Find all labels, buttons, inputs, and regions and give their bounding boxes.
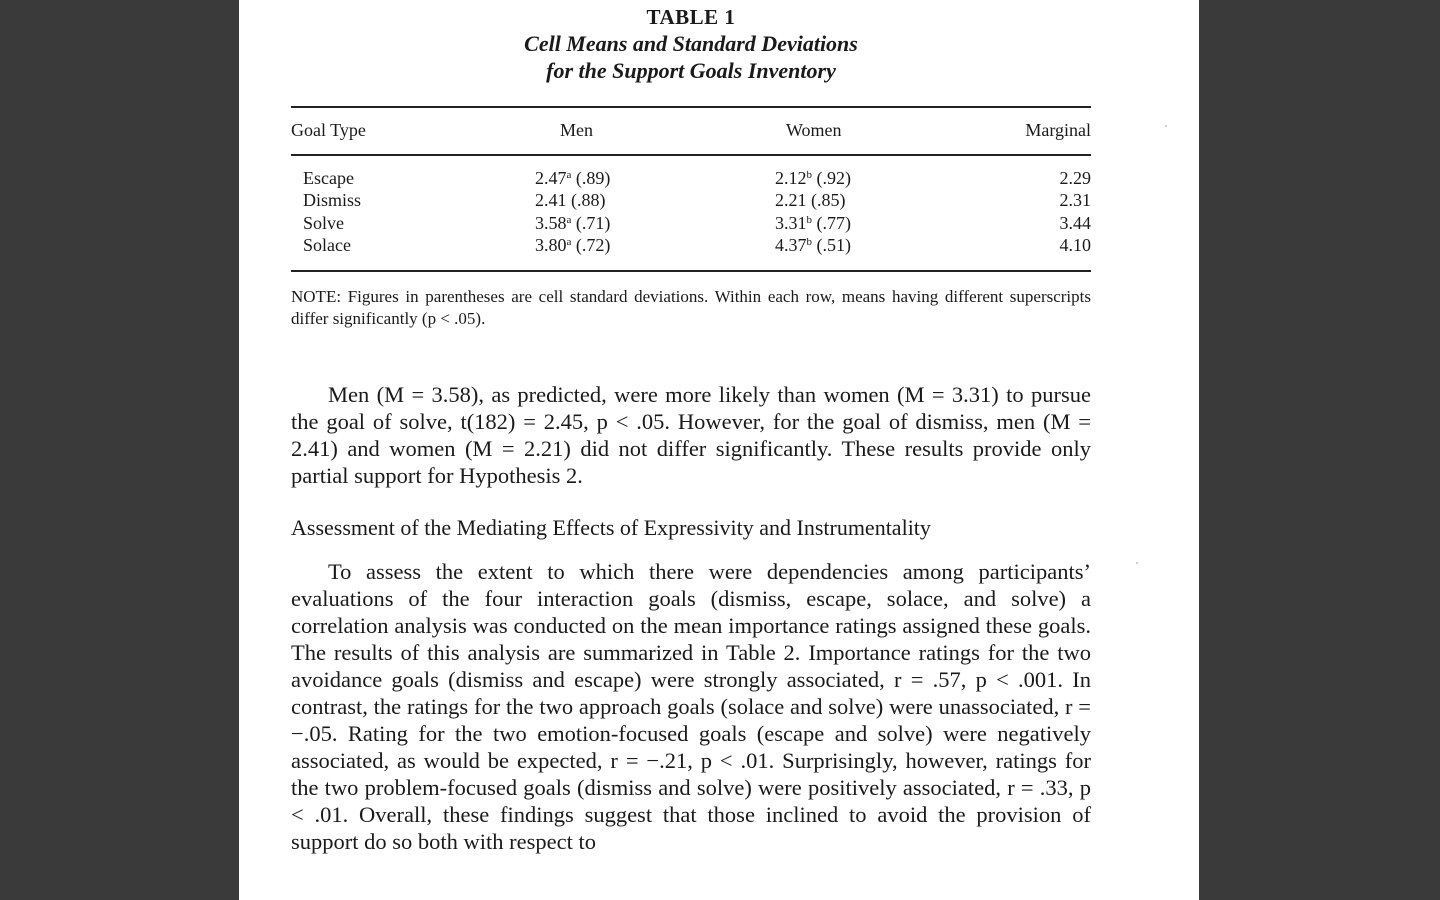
men-mean: 3.58 <box>535 213 567 233</box>
women-mean: 4.37 <box>775 235 807 255</box>
women-superscript: b <box>806 214 812 226</box>
men-mean: 2.47 <box>535 168 567 188</box>
men-superscript: a <box>566 214 572 226</box>
men-sd: (.88) <box>571 190 606 210</box>
men-cell <box>535 235 610 256</box>
women-sd: (.77) <box>816 213 851 233</box>
women-cell <box>775 190 846 211</box>
men-sd: (.72) <box>575 235 611 255</box>
table-row <box>291 190 1091 212</box>
women-mean: 2.12 <box>775 168 807 188</box>
men-sd: (.71) <box>575 213 611 233</box>
goal-type-cell: Dismiss <box>303 190 362 210</box>
scan-speck <box>1165 125 1167 127</box>
goal-type-cell: Solace <box>303 235 351 255</box>
women-sd: (.85) <box>811 190 846 210</box>
body-paragraph-1: Men (M = 3.58), as predicted, were more likely than women (M = 3.31) to pursue the goal of solve, t(182) = 2.45, p < .05. However, for the goal of dismiss, men (M = 2.41) and women (M = 2.21) did not differ significantly. These results provide only partial support for Hypothesis 2. <box>291 382 1091 488</box>
men-superscript: a <box>566 169 572 181</box>
table-number: TABLE 1 <box>646 5 736 29</box>
goal-type-cell: Escape <box>303 168 354 188</box>
table-header-rule <box>291 154 1091 156</box>
marginal-cell: 4.10 <box>1059 235 1091 255</box>
men-cell <box>535 213 610 234</box>
women-cell <box>775 235 851 256</box>
table-bottom-rule <box>291 270 1091 272</box>
section-heading: Assessment of the Mediating Effects of Expressivity and Instrumentality <box>291 515 931 540</box>
goal-type-cell: Solve <box>303 213 345 233</box>
table-note: NOTE: Figures in parentheses are cell standard deviations. Within each row, means having different superscripts differ significantly (p < .05). <box>291 287 1091 328</box>
women-cell <box>775 168 851 189</box>
col-header-men: Men <box>560 120 593 140</box>
body-paragraph-2: To assess the extent to which there were dependencies among participants’ evaluations of the four interaction goals (dismiss, escape, solace, and solve) a correlation analysis was conducted on the mean importance ratings assigned these goals. The results of this analysis are summarized in Table 2. Importance ratings for the two avoidance goals (dismiss and escape) were strongly associated, r = .57, p < .001. In contrast, the ratings for the two approach goals (solace and solve) were unassociated, r = −.05. Rating for the two emotion-focused goals (escape and solve) were negatively associated, as would be expected, r = −.21, p < .01. Surprisingly, however, ratings for the two problem-focused goals (dismiss and solve) were positively associated, r = .33, p < .01. Overall, these findings suggest that those inclined to avoid the provision of support do so both with respect to <box>291 559 1091 854</box>
document-page <box>239 0 1199 900</box>
women-sd: (.92) <box>816 168 851 188</box>
table-caption-line1: Cell Means and Standard Deviations <box>524 31 858 56</box>
men-superscript: a <box>566 236 572 248</box>
table-row <box>291 213 1091 235</box>
marginal-cell: 3.44 <box>1059 213 1091 233</box>
men-mean: 2.41 <box>535 190 567 210</box>
col-header-goal-type: Goal Type <box>291 120 366 140</box>
col-header-marginal: Marginal <box>1025 120 1091 140</box>
table-row <box>291 168 1091 190</box>
scan-speck <box>1136 562 1138 564</box>
table-top-rule <box>291 106 1091 108</box>
women-cell <box>775 213 851 234</box>
marginal-cell: 2.31 <box>1059 190 1091 210</box>
table-row <box>291 235 1091 257</box>
men-sd: (.89) <box>575 168 611 188</box>
women-superscript: b <box>806 169 812 181</box>
marginal-cell: 2.29 <box>1059 168 1091 188</box>
women-sd: (.51) <box>816 235 851 255</box>
men-cell <box>535 190 606 211</box>
col-header-women: Women <box>786 120 842 140</box>
men-mean: 3.80 <box>535 235 567 255</box>
women-mean: 3.31 <box>775 213 807 233</box>
women-superscript: b <box>806 236 812 248</box>
women-mean: 2.21 <box>775 190 807 210</box>
men-cell <box>535 168 610 189</box>
table-caption-line2: for the Support Goals Inventory <box>546 58 836 83</box>
